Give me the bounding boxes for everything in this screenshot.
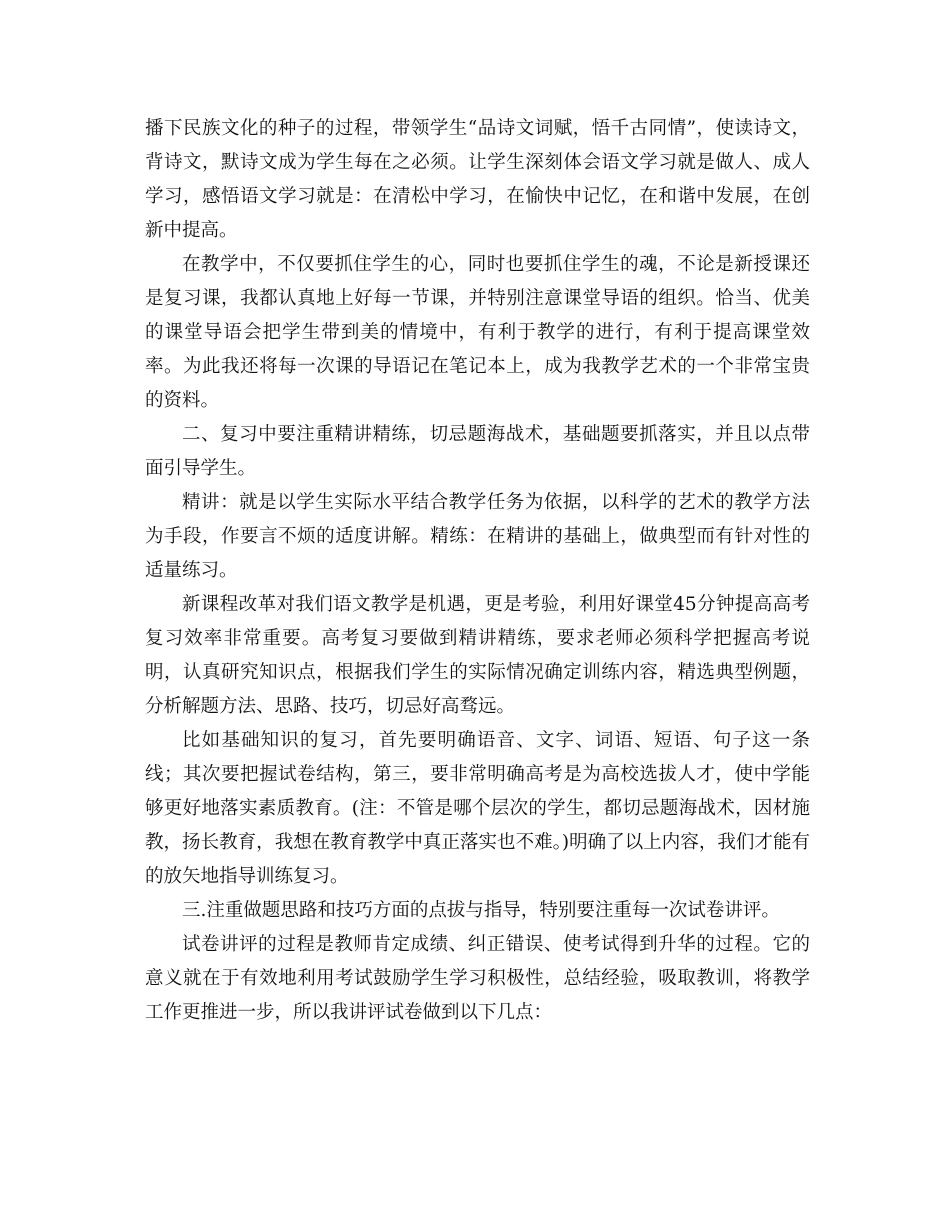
- paragraph-6: 比如基础知识的复习，首先要明确语音、文字、词语、短语、句子这一条线；其次要把握试卷结构，第三，要非常明确高考是为高校选拔人才，使中学能够更好地落实素质教育。(注：不管是哪个层次的学生，都切忌题海战术，因材施教，扬长教育，我想在教育教学中真正落实也不难。)明确了以上内容，我们才能有的放矢地指导训练复习。: [145, 730, 810, 887]
- document-page: [145, 112, 810, 1030]
- paragraph-7: 三.注重做题思路和技巧方面的点拔与指导，特别要注重每一次试卷讲评。: [182, 900, 780, 921]
- paragraph-3: 二、复习中要注重精讲精练，切忌题海战术，基础题要抓落实，并且以点带面引导学生。: [145, 424, 810, 479]
- paragraph-1: 播下民族文化的种子的过程，带领学生“品诗文词赋，悟千古同情”，使读诗文，背诗文，默诗文成为学生每在之必须。让学生深刻体会语文学习就是做人、成人学习，感悟语文学习就是：在清松中学习，在愉快中记忆，在和谐中发展，在创新中提高。: [145, 118, 810, 241]
- paragraph-5: 新课程改革对我们语文教学是机遇，更是考验，利用好课堂45分钟提高高考复习效率非常重要。高考复习要做到精讲精练，要求老师必须科学把握高考说明，认真研究知识点，根据我们学生的实际情况确定训练内容，精选典型例题，分析解题方法、思路、技巧，切忌好高骛远。: [145, 594, 810, 717]
- paragraph-8: 试卷讲评的过程是教师肯定成绩、纠正错误、使考试得到升华的过程。它的意义就在于有效地利用考试鼓励学生学习积极性，总结经验，吸取教训，将教学工作更推进一步，所以我讲评试卷做到以下几点：: [145, 934, 810, 1023]
- paragraph-4: 精讲：就是以学生实际水平结合教学任务为依据，以科学的艺术的教学方法为手段，作要言不烦的适度讲解。精练：在精讲的基础上，做典型而有针对性的适量练习。: [145, 492, 810, 581]
- paragraph-2: 在教学中，不仅要抓住学生的心，同时也要抓住学生的魂，不论是新授课还是复习课，我都认真地上好每一节课，并特别注意课堂导语的组织。恰当、优美的课堂导语会把学生带到美的情境中，有利于教学的进行，有利于提高课堂效率。为此我还将每一次课的导语记在笔记本上，成为我教学艺术的一个非常宝贵的资料。: [145, 254, 810, 411]
